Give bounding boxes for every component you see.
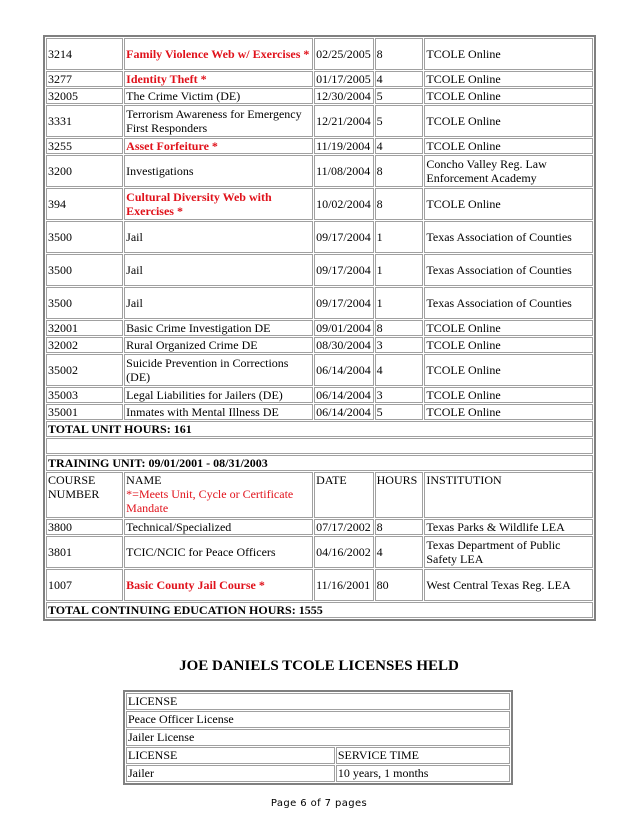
course-date: 09/17/2004 [314,221,374,253]
course-row [46,287,593,319]
header-date: DATE [314,472,374,518]
course-name: Terrorism Awareness for Emergency First Responders [124,105,313,137]
header-institution: INSTITUTION [424,472,593,518]
course-row [46,387,593,403]
course-name: Cultural Diversity Web with Exercises * [124,188,313,220]
course-date: 01/17/2005 [314,71,374,87]
course-institution: Texas Association of Counties [424,287,593,319]
service-header-time: SERVICE TIME [336,747,510,764]
training-unit-row [46,455,593,471]
course-hours: 5 [375,105,424,137]
course-hours: 4 [375,71,424,87]
course-name: The Crime Victim (DE) [124,88,313,104]
course-name: Rural Organized Crime DE [124,337,313,353]
course-number: 35003 [46,387,123,403]
license-row [126,729,510,746]
course-hours: 3 [375,337,424,353]
course-institution: TCOLE Online [424,387,593,403]
course-number: 32002 [46,337,123,353]
course-date: 12/21/2004 [314,105,374,137]
course-date: 06/14/2004 [314,404,374,420]
course-number: 3500 [46,221,123,253]
course-number: 3200 [46,155,123,187]
course-name: Basic Crime Investigation DE [124,320,313,336]
course-name: TCIC/NCIC for Peace Officers [124,536,313,568]
license-name: Peace Officer License [126,711,510,728]
course-date: 08/30/2004 [314,337,374,353]
course-hours: 1 [375,254,424,286]
course-number: 3800 [46,519,123,535]
course-row [46,536,593,568]
course-institution: TCOLE Online [424,320,593,336]
course-name: Technical/Specialized [124,519,313,535]
course-institution: Texas Association of Counties [424,221,593,253]
course-number: 3801 [46,536,123,568]
course-date: 12/30/2004 [314,88,374,104]
course-hours: 8 [375,188,424,220]
course-number: 32001 [46,320,123,336]
course-date: 06/14/2004 [314,387,374,403]
course-row [46,404,593,420]
header-hours: HOURS [375,472,424,518]
column-header-row [46,472,593,518]
course-number: 32005 [46,88,123,104]
course-institution: TCOLE Online [424,38,593,70]
course-number: 35001 [46,404,123,420]
course-name: Suicide Prevention in Corrections (DE) [124,354,313,386]
course-number: 1007 [46,569,123,601]
course-institution: West Central Texas Reg. LEA [424,569,593,601]
course-number: 3500 [46,254,123,286]
course-institution: TCOLE Online [424,337,593,353]
course-number: 3277 [46,71,123,87]
course-name: Basic County Jail Course * [124,569,313,601]
course-institution: TCOLE Online [424,138,593,154]
course-name: Jail [124,287,313,319]
course-hours: 1 [375,287,424,319]
course-institution: TCOLE Online [424,188,593,220]
course-number: 394 [46,188,123,220]
course-number: 3331 [46,105,123,137]
course-date: 02/25/2005 [314,38,374,70]
course-date: 10/02/2004 [314,188,374,220]
course-hours: 8 [375,155,424,187]
course-institution: TCOLE Online [424,404,593,420]
course-hours: 4 [375,138,424,154]
course-name: Investigations [124,155,313,187]
course-institution: TCOLE Online [424,105,593,137]
course-hours: 8 [375,38,424,70]
course-hours: 80 [375,569,424,601]
course-institution: Concho Valley Reg. Law Enforcement Academy [424,155,593,187]
course-date: 11/16/2001 [314,569,374,601]
header-name-label: NAME [126,473,162,487]
course-row [46,254,593,286]
course-row [46,71,593,87]
total-hours: TOTAL UNIT HOURS: 161 [46,421,593,437]
training-records-body [46,38,593,618]
course-hours: 4 [375,354,424,386]
licenses-title: JOE DANIELS TCOLE LICENSES HELD [179,658,459,674]
service-header-license: LICENSE [126,747,335,764]
course-date: 07/17/2002 [314,519,374,535]
course-hours: 5 [375,404,424,420]
course-row [46,221,593,253]
course-hours: 3 [375,387,424,403]
course-hours: 5 [375,88,424,104]
course-name: Asset Forfeiture * [124,138,313,154]
course-row [46,155,593,187]
service-time: 10 years, 1 months [336,765,510,782]
course-institution: TCOLE Online [424,354,593,386]
header-course-number: COURSE NUMBER [46,472,123,518]
course-institution: Texas Association of Counties [424,254,593,286]
course-date: 11/08/2004 [314,155,374,187]
course-name: Identity Theft * [124,71,313,87]
course-number: 35002 [46,354,123,386]
course-hours: 8 [375,320,424,336]
course-row [46,337,593,353]
course-hours: 8 [375,519,424,535]
spacer-row [46,438,593,454]
header-name [124,472,313,518]
license-name: Jailer License [126,729,510,746]
course-name: Legal Liabilities for Jailers (DE) [124,387,313,403]
course-row [46,519,593,535]
licenses-table [123,690,513,785]
course-number: 3500 [46,287,123,319]
course-date: 06/14/2004 [314,354,374,386]
service-header-row [126,747,510,764]
training-records-table [43,35,596,621]
course-row [46,569,593,601]
course-hours: 4 [375,536,424,568]
course-date: 11/19/2004 [314,138,374,154]
course-hours: 1 [375,221,424,253]
course-name: Family Violence Web w/ Exercises * [124,38,313,70]
course-row [46,38,593,70]
course-row [46,105,593,137]
header-mandate-note: *=Meets Unit, Cycle or Certificate Mandate [126,487,294,515]
course-date: 09/17/2004 [314,254,374,286]
total-hours: TOTAL CONTINUING EDUCATION HOURS: 1555 [46,602,593,618]
course-date: 04/16/2002 [314,536,374,568]
total-row [46,602,593,618]
course-date: 09/01/2004 [314,320,374,336]
course-row [46,354,593,386]
course-row [46,88,593,104]
course-name: Jail [124,254,313,286]
course-institution: Texas Department of Public Safety LEA [424,536,593,568]
course-number: 3214 [46,38,123,70]
course-date: 09/17/2004 [314,287,374,319]
license-row [126,711,510,728]
service-row [126,765,510,782]
licenses-header: LICENSE [126,693,510,710]
spacer-cell [46,438,593,454]
course-row [46,138,593,154]
course-row [46,188,593,220]
course-number: 3255 [46,138,123,154]
page-footer: Page 6 of 7 pages [270,798,368,809]
licenses-header-row [126,693,510,710]
service-license: Jailer [126,765,335,782]
course-institution: Texas Parks & Wildlife LEA [424,519,593,535]
course-institution: TCOLE Online [424,88,593,104]
training-unit-heading: TRAINING UNIT: 09/01/2001 - 08/31/2003 [46,455,593,471]
course-institution: TCOLE Online [424,71,593,87]
course-name: Jail [124,221,313,253]
total-row [46,421,593,437]
course-name: Inmates with Mental Illness DE [124,404,313,420]
course-row [46,320,593,336]
